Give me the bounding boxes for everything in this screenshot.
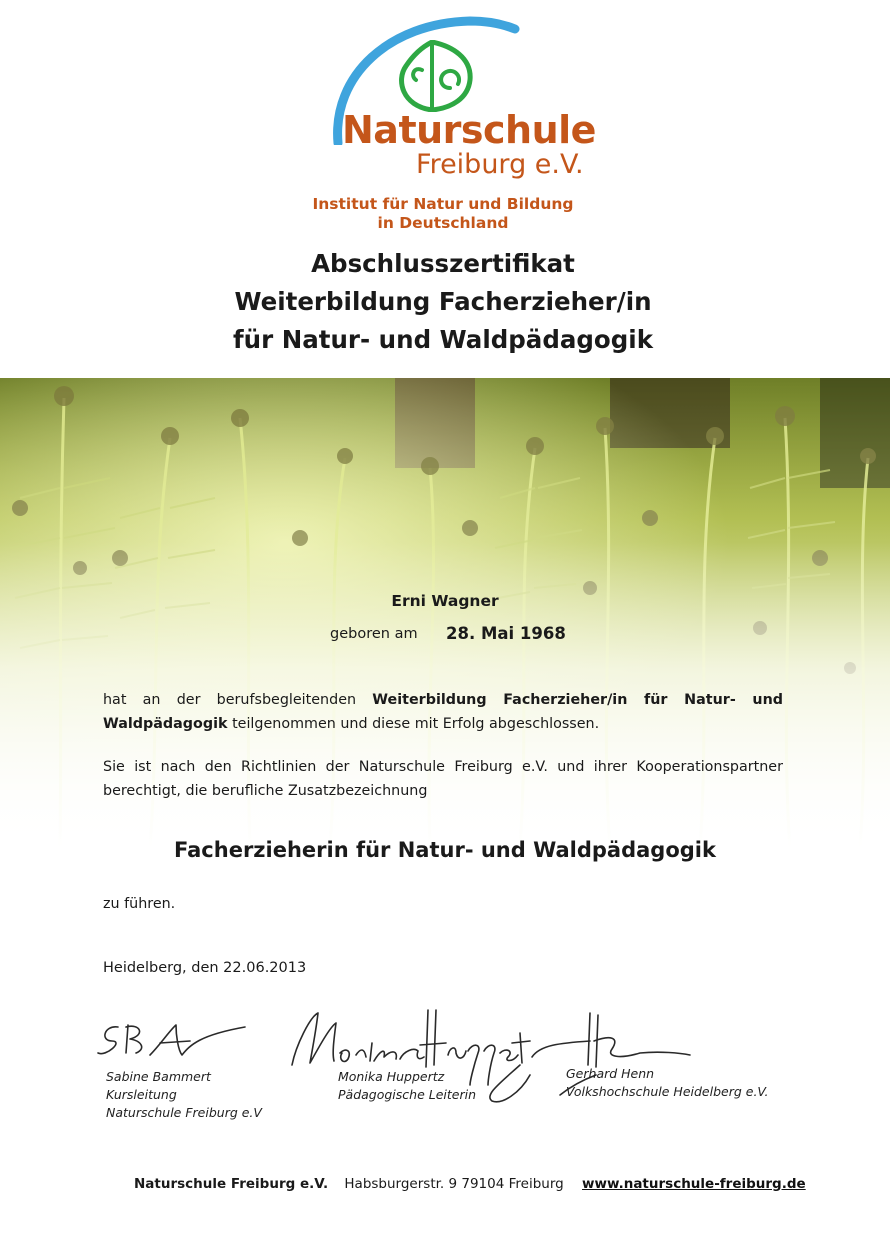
title-line-1: Abschlusszertifikat xyxy=(311,249,575,278)
logo-name: Naturschule xyxy=(342,108,596,152)
place-and-date: Heidelberg, den 22.06.2013 xyxy=(103,960,307,976)
entitlement-paragraph: Sie ist nach den Richtlinien der Naturschule Freiburg e.V. und ihrer Kooperationspartner berechtigt, die berufliche Zusatzbezeichnung xyxy=(103,759,783,799)
lead-out-text: zu führen. xyxy=(103,896,176,912)
institute-tagline xyxy=(0,195,886,233)
signature-3-stroke xyxy=(588,1013,690,1067)
signer-3-role: Volkshochschule Heidelberg e.V. xyxy=(566,1084,769,1099)
signer-2-role: Pädagogische Leiterin xyxy=(338,1087,477,1102)
signer-monika-huppertz xyxy=(338,1068,476,1104)
signer-sabine-bammert xyxy=(106,1068,262,1122)
footer-website-link[interactable]: www.naturschule-freiburg.de xyxy=(582,1176,806,1192)
certificate-title xyxy=(0,245,886,359)
born-date: 28. Mai 1968 xyxy=(446,624,566,643)
para1-prefix: hat an der berufsbegleitenden xyxy=(103,692,357,708)
participation-paragraph xyxy=(103,688,783,736)
signer-2-name: Monika Huppertz xyxy=(338,1069,445,1084)
signature-1-stroke xyxy=(98,1027,118,1054)
footer-org: Naturschule Freiburg e.V. xyxy=(134,1176,329,1192)
title-line-2: Weiterbildung Facherzieher/in xyxy=(234,287,652,316)
logo-subname: Freiburg e.V. xyxy=(416,149,584,180)
signer-1-name: Sabine Bammert xyxy=(106,1069,211,1084)
institute-line-1: Institut für Natur und Bildung xyxy=(312,195,574,213)
footer xyxy=(134,1176,806,1192)
signer-1-org: Naturschule Freiburg e.V xyxy=(106,1105,262,1120)
signature-2-stroke xyxy=(292,1013,336,1065)
qualification-title: Facherzieherin für Natur- und Waldpädagogik xyxy=(174,838,716,862)
footer-address: Habsburgerstr. 9 79104 Freiburg xyxy=(344,1176,564,1192)
institute-line-2: in Deutschland xyxy=(377,214,509,232)
signer-1-role: Kursleitung xyxy=(106,1087,177,1102)
recipient-name: Erni Wagner xyxy=(391,592,499,610)
signer-gerhard-henn xyxy=(566,1065,769,1101)
born-label: geboren am xyxy=(330,626,418,642)
leaf-spiral-icon xyxy=(392,40,476,112)
title-line-3: für Natur- und Waldpädagogik xyxy=(233,325,653,354)
naturschule-logo xyxy=(0,0,890,240)
signer-3-name: Gerhard Henn xyxy=(566,1066,655,1081)
para1-course-name: Weiterbildung Facherzieher/in für Natur- und Waldpädagogik xyxy=(103,692,784,732)
para1-suffix: teilgenommen und diese mit Erfolg abgeschlossen. xyxy=(232,716,600,732)
